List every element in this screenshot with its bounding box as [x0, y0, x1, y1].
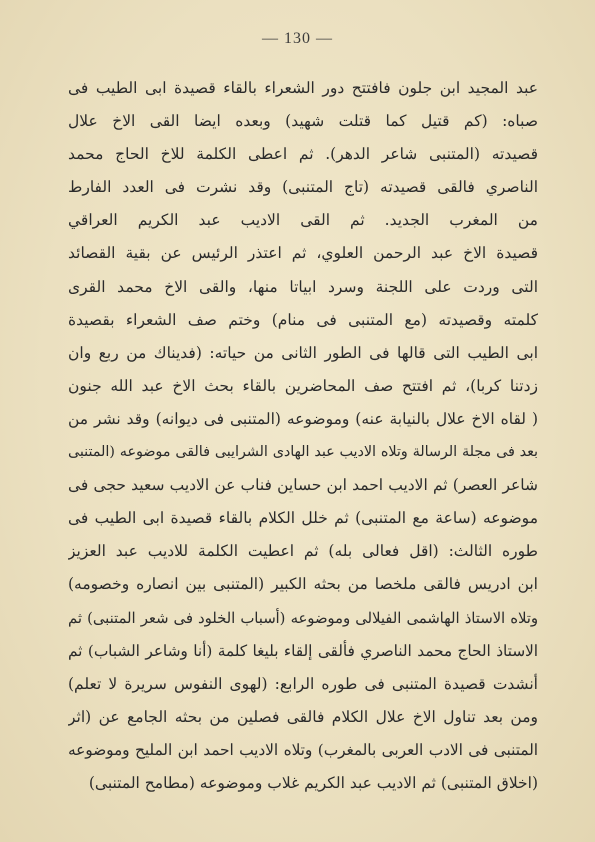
text-line: طوره الثالث: (اقل فعالى بله) ثم اعطيت الكلمة للاديب عبد العزيز — [68, 542, 538, 561]
text-line: ابى الطيب التى قالها فى الطور الثانى من حياته: (فديناك من ربع وان — [68, 343, 538, 362]
text-line: شاعر العصر) ثم الاديب احمد ابن حساين فناب عن الاديب سعيد حجى فى — [68, 476, 538, 495]
text-line: ومن بعد تناول الاخ علال الكلام فالقى فصلين من بحثه الجامع عن (اثر — [68, 707, 538, 726]
text-line: بعد فى مجلة الرسالة وتلاه الاديب عبد الهادى الشرايبى فالقى موضوعه (المتنبى — [68, 444, 538, 461]
text-line: صباه: (كم قتيل كما قتلت شهيد) وبعده ايضا القى الاخ علال — [68, 112, 538, 131]
text-line: التى وردت على اللجنة وسرد ابياتا منها، والقى الاخ محمد القرى — [68, 277, 538, 296]
text-line: قصيدة الاخ عبد الرحمن العلوي، ثم اعتذر الرئيس عن بقية القصائد — [68, 244, 538, 263]
text-line: (اخلاق المتنبى) ثم الاديب عبد الكريم غلاب وموضوعه (مطامح المتنبى) — [88, 773, 538, 792]
text-line: وتلاه الاستاذ الهاشمى الفيلالى وموضوعه (أسباب الخلود فى شعر المتنبى) ثم — [68, 609, 538, 627]
text-line: عبد المجيد ابن جلون فافتتح دور الشعراء بالقاء قصيدة ابى الطيب فى — [68, 79, 538, 97]
text-line: موضوعه (ساعة مع المتنبى) ثم خلل الكلام بالقاء قصيدة ابى الطيب فى — [68, 509, 538, 528]
body-text — [68, 72, 538, 800]
text-line: قصيدته (المتنبى شاعر الدهر). ثم اعطى الكلمة للاخ الحاج محمد — [68, 145, 538, 164]
page-number: — 130 — — [262, 30, 333, 47]
text-line: زدتنا كربا)، ثم افتتح صف المحاضرين بالقاء بحث الاخ عبد الله جنون — [68, 376, 538, 395]
text-line: ابن ادريس فالقى ملخصا من بحثه الكبير (المتنبى بين انصاره وخصومه) — [68, 575, 538, 594]
text-line: أنشدت قصيدة المتنبى فى طوره الرابع: (لهوى النفوس سريرة لا تعلم) — [68, 674, 538, 693]
text-line: كلمته وقصيدته (مع المتنبى فى منام) وختم صف الشعراء بقصيدة — [68, 310, 538, 329]
text-line: الاستاذ الحاج محمد الناصري فألقى إلقاء بليغا كلمة (أنا وشاعر الشباب) ثم — [68, 641, 538, 660]
text-line: من المغرب الجديد. ثم القى الاديب عبد الكريم العراقي — [68, 211, 538, 230]
text-line: الناصري فالقى قصيدته (تاج المتنبى) وقد نشرت فى العدد الفارط — [68, 178, 538, 197]
text-line: المتنبى فى الادب العربى بالمغرب) وتلاه الاديب احمد ابن المليح وموضوعه — [68, 740, 538, 759]
text-line: ( لقاه الاخ علال بالنيابة عنه) وموضوعه (المتنبى فى ديوانه) وقد نشر من — [68, 409, 538, 428]
